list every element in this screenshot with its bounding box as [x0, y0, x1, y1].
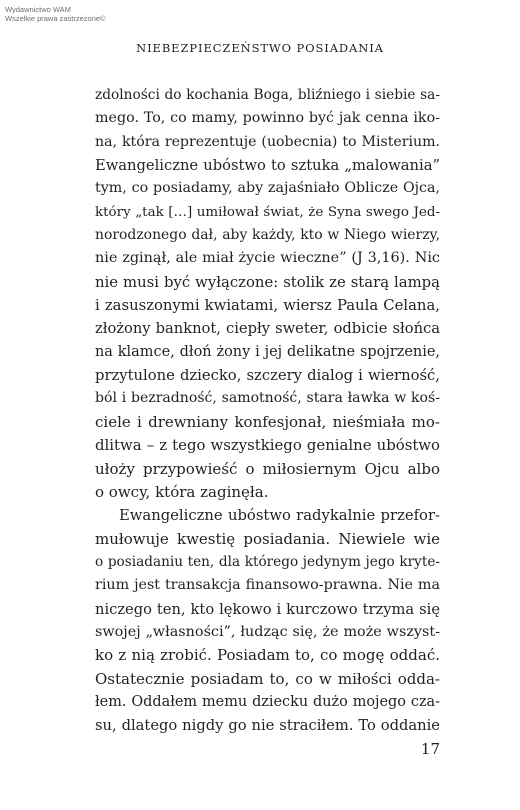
text-line: ciele i drewniany konfesjonał, nieśmiała mo- [95, 412, 440, 431]
text-line: o posiadaniu ten, dla którego jedynym jego kryte- [95, 553, 440, 570]
publisher-watermark [5, 5, 106, 23]
watermark-publisher-name: Wydawnictwo WAM [5, 5, 71, 14]
text-line: zdolności do kochania Boga, bliźniego i siebie sa- [95, 87, 440, 103]
text-line: ułoży przypowieść o miłosiernym Ojcu albo [95, 459, 440, 478]
text-line: ko z nią zrobić. Posiadam to, co mogę oddać. [95, 646, 440, 665]
paragraph-start-line: Ewangeliczne ubóstwo radykalnie przefor- [119, 507, 440, 525]
text-line: rium jest transakcja finansowo-prawna. Nie ma [95, 577, 440, 594]
running-head-title: NIEBEZPIECZEŃSTWO POSIADANIA [136, 41, 384, 55]
text-line: Ewangeliczne ubóstwo to sztuka „malowania” [95, 157, 440, 175]
body-text [95, 84, 440, 738]
text-line: nie musi być wyłączone: stolik ze starą lampą [95, 273, 440, 291]
text-line: su, dlatego nigdy go nie straciłem. To oddanie [95, 717, 440, 735]
text-line: mego. To, co mamy, powinno być jak cenna iko- [95, 110, 440, 127]
text-line: ból i bezradność, samotność, stara ławka w koś- [95, 390, 440, 407]
text-line: mułowuje kwestię posiadania. Niewiele wie [95, 529, 440, 548]
text-line: na, która reprezentuje (uobecnia) to Misterium. [95, 133, 440, 150]
text-line: i zasuszonymi kwiatami, wiersz Paula Celana, [95, 297, 440, 315]
text-line: niczego ten, kto lękowo i kurczowo trzyma się [95, 600, 440, 618]
paragraph-end-line: o owcy, która zaginęła. [95, 482, 269, 501]
text-line: na klamce, dłoń żony i jej delikatne spojrzenie, [95, 343, 440, 360]
text-line: tym, co posiadamy, aby zajaśniało Oblicze Ojca, [95, 180, 440, 197]
text-line: złożony banknot, ciepły sweter, odbicie słońca [95, 320, 440, 338]
text-line: nie zginął, ale miał życie wieczne” (J 3,16). Nic [95, 250, 440, 267]
text-line: dlitwa – z tego wszystkiego genialne ubóstwo [95, 436, 440, 455]
text-line: łem. Oddałem memu dziecku dużo mojego cza- [95, 693, 440, 710]
text-line: przytulone dziecko, szczery dialog i wierność, [95, 367, 440, 385]
text-line: Ostatecznie posiadam to, co w miłości odda- [95, 669, 440, 688]
text-line: norodzonego dał, aby każdy, kto w Niego wierzy, [95, 227, 440, 244]
watermark-copyright: Wszelkie prawa zastrzeżone© [5, 14, 106, 23]
text-line: swojej „własności”, łudząc się, że może wszyst- [95, 623, 440, 640]
text-line: który „tak […] umiłował świat, że Syna swego Jed- [95, 204, 440, 220]
page-number: 17 [420, 740, 440, 758]
